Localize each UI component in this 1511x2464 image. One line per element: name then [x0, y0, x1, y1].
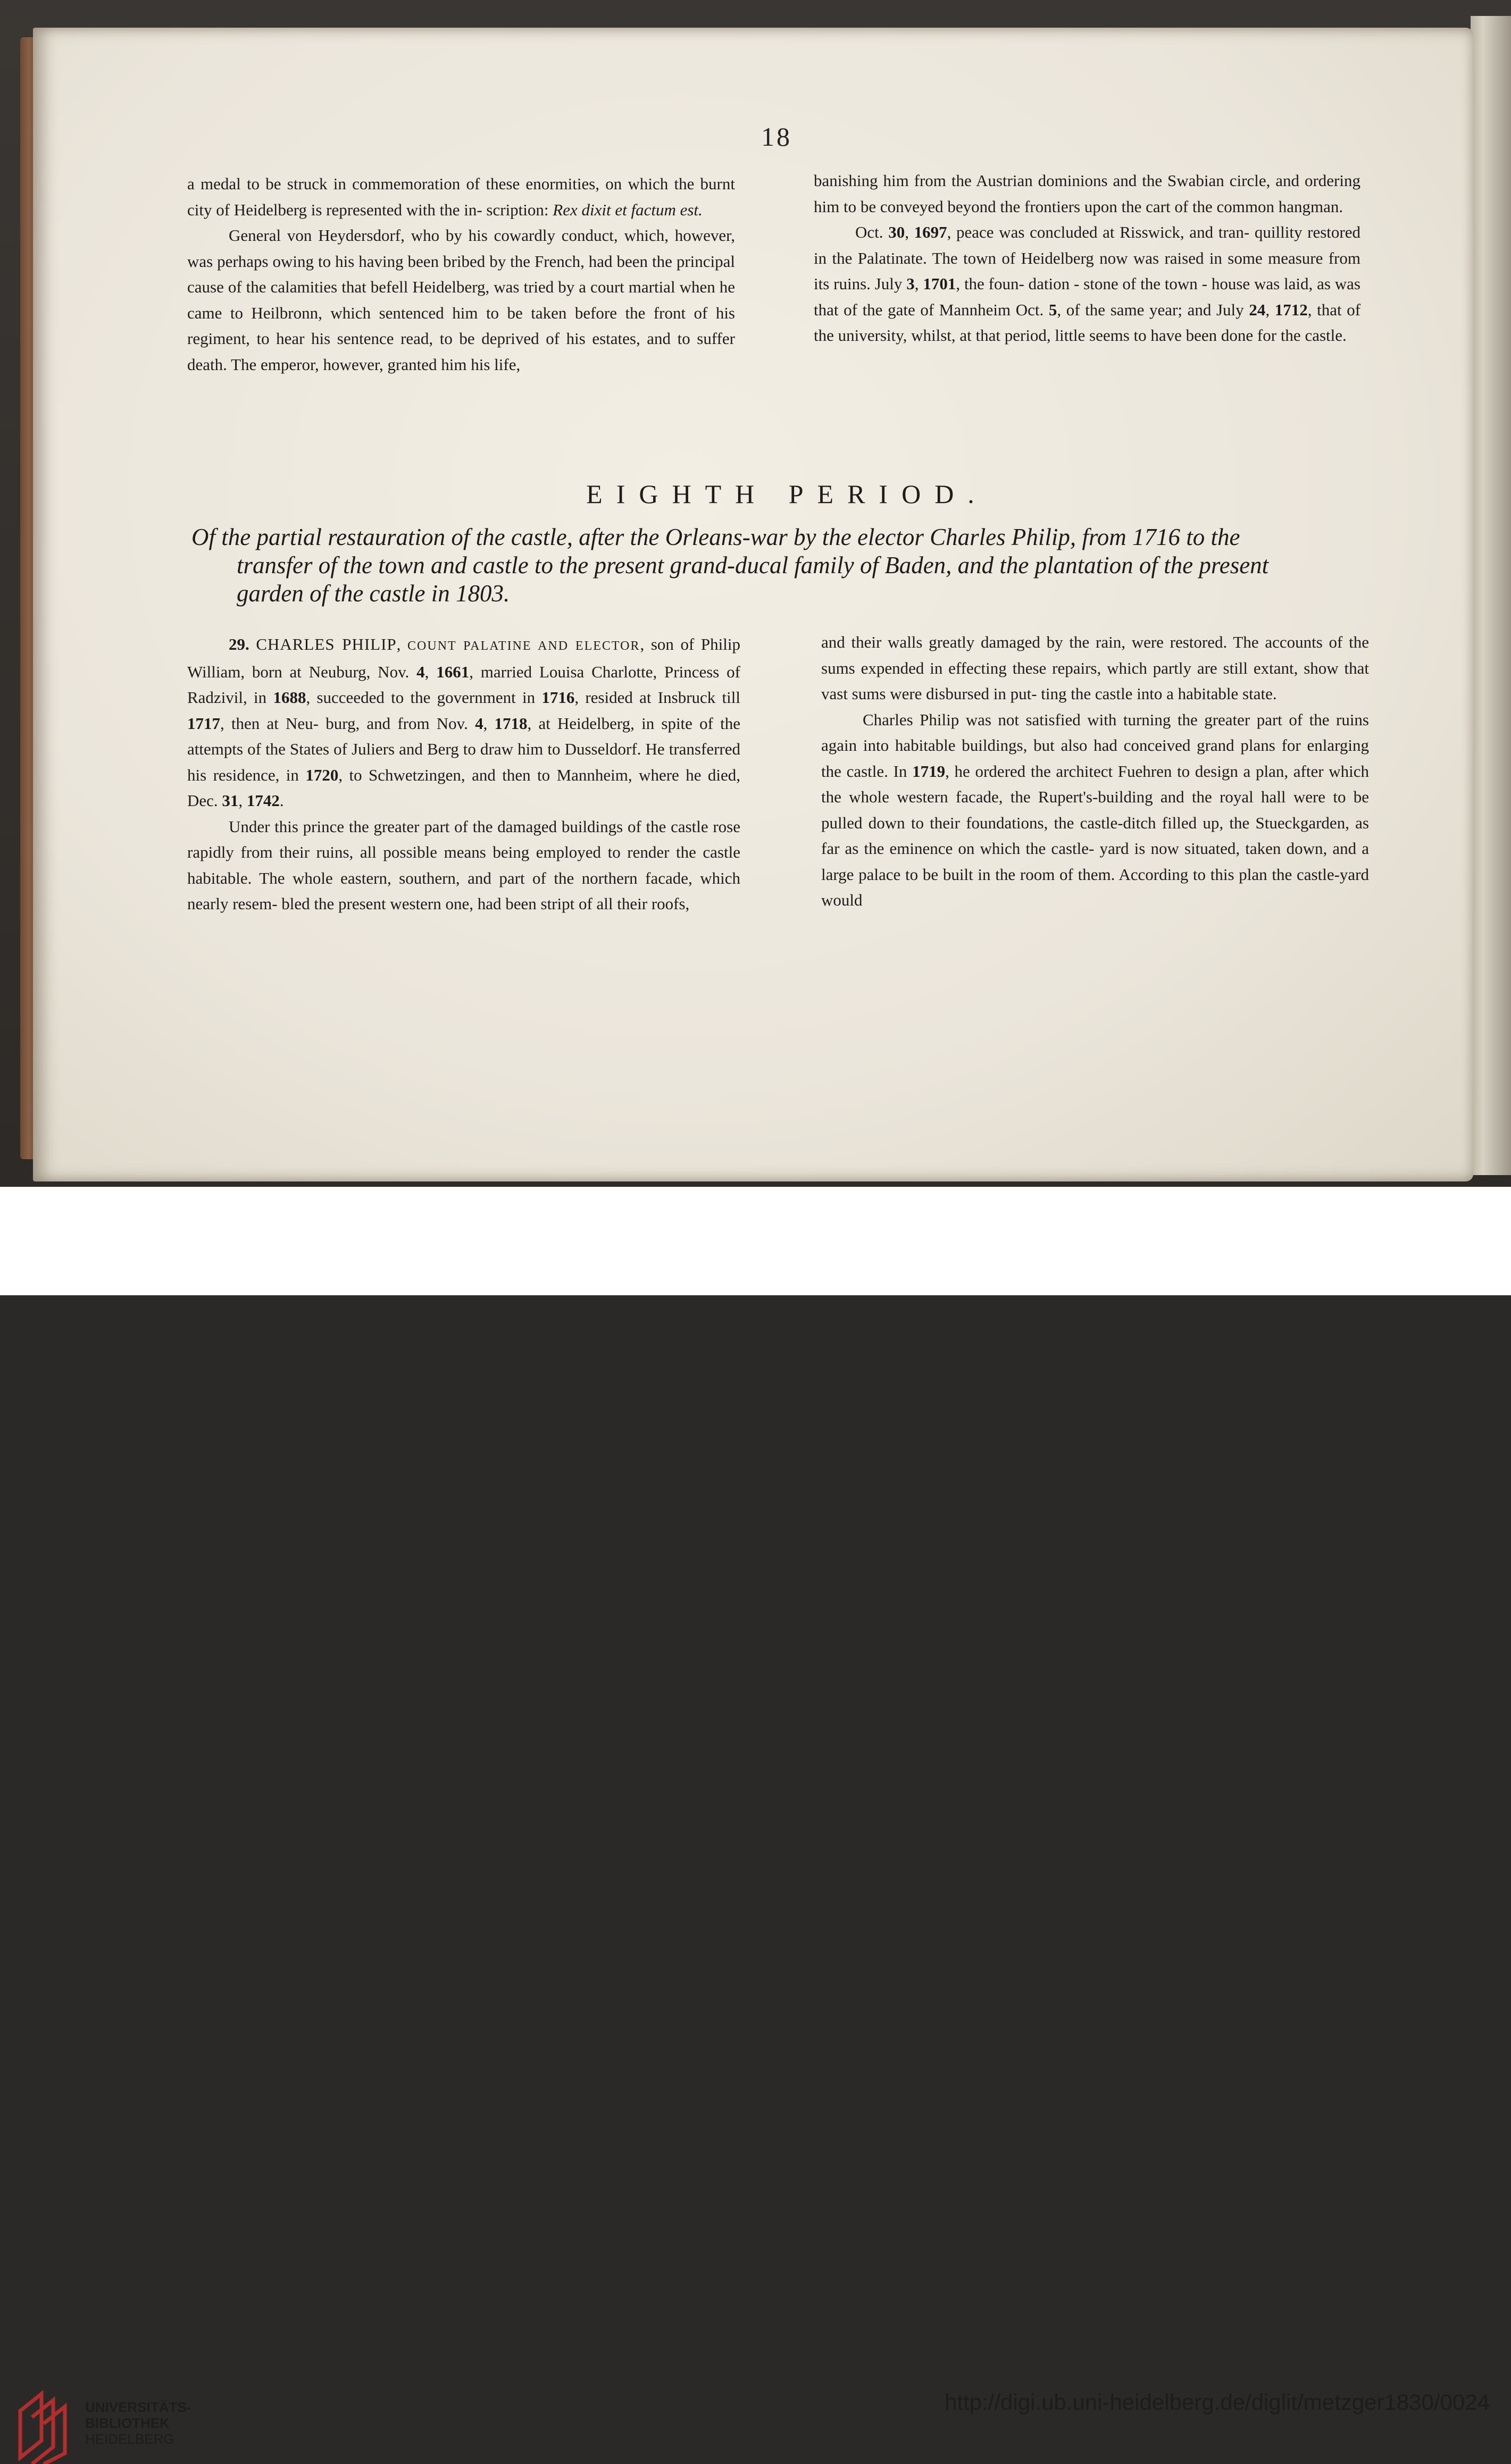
text-run: ,: [483, 714, 495, 733]
date-number: 1688: [273, 688, 306, 707]
text-run: , married Louisa Charlotte, Princess of Radzivil, in: [187, 662, 740, 707]
paragraph: banishing him from the Austrian dominions and the Swabian circle, and ordering him to be conveyed beyond the frontiers upon the cart of the common hangman.: [814, 171, 1360, 216]
text-run: , succeeded to the government in: [306, 688, 542, 707]
library-name-line: UNIVERSITÄTS-: [85, 2399, 191, 2415]
text-run: ,: [1265, 300, 1275, 319]
paragraph: Under this prince the greater part of the damaged buildings of the castle rose rapidly from their ruins, all possible means being employed to render the castle habitable. The whole eastern, southern, and part of the northern facade, which nearly resem- bled the present western one, had been stript of all their roofs,: [187, 817, 740, 913]
upper-left-column: [187, 171, 735, 378]
date-number: 1719: [912, 761, 946, 781]
date-number: 4: [416, 662, 425, 681]
date-number: 31: [222, 791, 239, 810]
elector-title: COUNT PALATINE AND ELECTOR: [407, 639, 640, 653]
text-run: , then at Neu- burg, and from Nov.: [220, 714, 475, 733]
lower-right-column: [821, 630, 1369, 913]
text-run: Oct.: [855, 223, 889, 241]
date-number: 1742: [246, 791, 280, 810]
section-heading: EIGHTH PERIOD.: [586, 479, 988, 509]
library-logo-icon: [16, 2390, 76, 2464]
date-number: 5: [1048, 300, 1057, 319]
upper-right-column: [814, 168, 1360, 349]
text-run: , to Schwetzingen, and then to Mannheim, where he died, Dec.: [187, 765, 740, 810]
date-number: 1712: [1274, 300, 1308, 319]
text-run: , of the same year; and July: [1057, 300, 1249, 319]
text-run: , peace was concluded at Risswick, and tran- quillity restored in the Palatinate. The town of Heidelberg now was raised in some measure from its ruins. July: [814, 223, 1361, 293]
date-number: 24: [1249, 300, 1266, 319]
lower-left-column: [187, 632, 740, 917]
text-run: , resided at Insbruck till: [574, 688, 741, 707]
date-number: 1661: [436, 662, 470, 681]
page-number: 18: [761, 122, 792, 152]
paragraph: General von Heydersdorf, who by his cowardly conduct, which, however, was perhaps owing to his having been bribed by the French, had been the principal cause of the calamities that befell Heidelberg, was tried by a court martial when he came to Heilbronn, which sentenced him to be taken before the front of his regiment, to hear his sentence read, to be deprived of his estates, and to suffer death. The emperor, however, granted him his life,: [187, 226, 735, 374]
date-number: 1718: [494, 714, 528, 733]
permalink-url[interactable]: http://digi.ub.uni-heidelberg.de/diglit/metzger1830/0024: [944, 2390, 1490, 2415]
paragraph: and their walls greatly damaged by the rain, were restored. The accounts of the sums expended in effecting these repairs, which partly are still extant, show that vast sums were disbursed in put- ting the castle into a habitable state.: [821, 633, 1369, 703]
date-number: 30: [888, 223, 905, 241]
text-run: , the foun- dation - stone of the town - house was laid, as was that of the gate of Mannheim Oct.: [814, 274, 1360, 319]
text-run: ,: [905, 223, 914, 241]
date-number: 1720: [305, 765, 339, 784]
text-run: , that of the university, whilst, at that period, little seems to have been done for the castle.: [814, 300, 1361, 345]
section-subheading: [191, 523, 1367, 608]
paragraph: [814, 220, 1360, 349]
date-number: 3: [906, 274, 915, 293]
paragraph: [821, 707, 1369, 913]
next-page-edge: [1471, 16, 1511, 1175]
text-run: ,: [238, 791, 247, 810]
library-name: [85, 2399, 191, 2447]
text-run: .: [279, 791, 284, 810]
text-run: , at Heidelberg, in spite of the attempts of the States of Juliers and Berg to draw him to Dusseldorf. He transferred his residence, in: [187, 714, 740, 784]
subheading-line: Of the partial restauration of the castle, after the Orleans-war by the elector Charles Philip, from 1716 to the: [191, 524, 1240, 550]
scan-area: [0, 0, 1511, 1187]
date-number: 1717: [187, 714, 220, 733]
date-number: 1701: [923, 274, 956, 293]
text-run: Charles Philip was not satisfied with turning the greater part of the ruins again into habitable buildings, but also had conceived grand plans for enlarging the castle. In: [821, 710, 1369, 781]
paragraph: [187, 171, 735, 223]
text-run: a medal to be struck in commemoration of these enormities, on which the burnt city of Heidelberg is represented with the in- scription:: [187, 174, 735, 219]
latin-inscription: Rex dixit et factum est.: [553, 200, 703, 219]
paragraph: [187, 632, 740, 814]
library-name-line: BIBLIOTHEK: [85, 2415, 170, 2431]
date-number: 1697: [914, 223, 947, 241]
text-run: , son of Philip William, born at Neuburg, Nov.: [187, 635, 741, 681]
library-footer: [0, 1187, 1511, 2447]
elector-name: CHARLES PHILIP: [256, 635, 397, 653]
date-number: 4: [475, 714, 483, 733]
library-name-line: HEIDELBERG: [85, 2431, 174, 2447]
date-number: 1716: [541, 688, 575, 707]
text-run: ,: [914, 274, 923, 293]
text-run: ,: [396, 635, 408, 653]
subheading-line: garden of the castle in 1803.: [237, 580, 510, 607]
text-run: , he ordered the architect Fuehren to design a plan, after which the whole western facade, the Rupert's-building and the royal hall were to be pulled down to their foundations, the castle-ditch filled up, the Stueckgarden, as far as the eminence on which the castle- yard is now situated, taken down, and a large palace to be built in the room of them. According to this plan the castle-yard would: [821, 761, 1370, 909]
entry-number: 29.: [229, 635, 249, 653]
text-run: ,: [424, 662, 437, 681]
subheading-line: transfer of the town and castle to the present grand-ducal family of Baden, and the plantation of the present: [237, 552, 1269, 579]
